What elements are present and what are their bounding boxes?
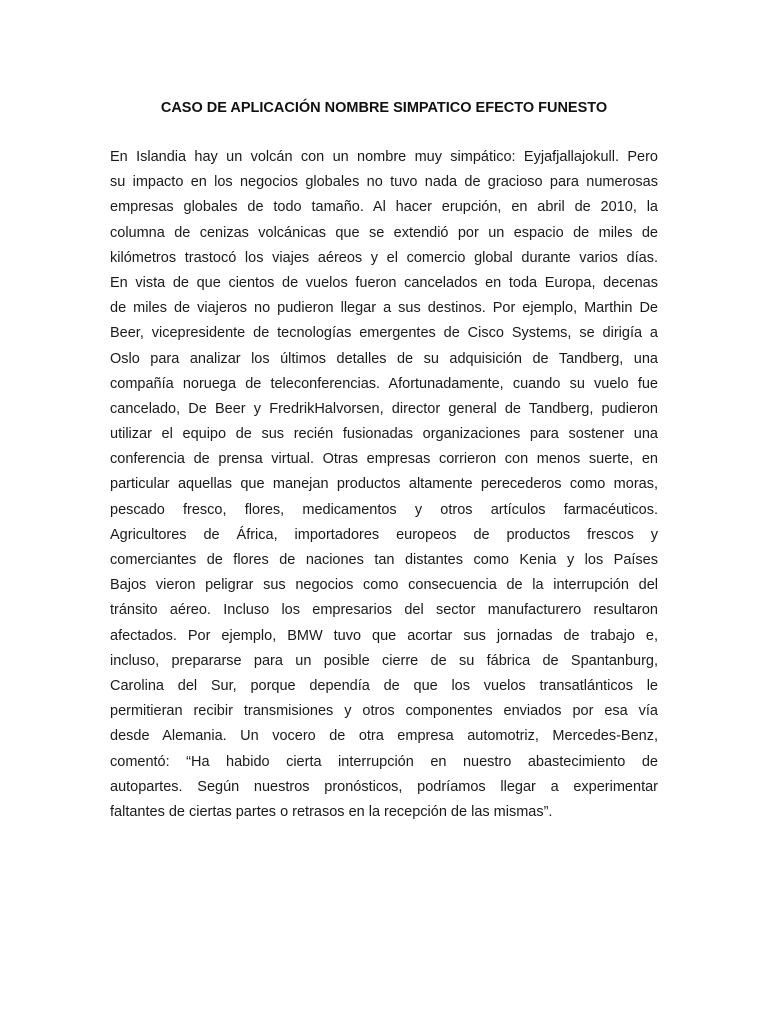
body-line: faltantes de ciertas partes o retrasos en la recepción de las mismas”. xyxy=(110,803,553,820)
body-line: cancelado, De Beer y FredrikHalvorsen, director general de Tandberg, pudieron xyxy=(110,400,658,417)
body-line: columna de cenizas volcánicas que se extendió por un espacio de miles de xyxy=(110,224,658,241)
body-line: comentó: “Ha habido cierta interrupción en nuestro abastecimiento de xyxy=(110,753,658,770)
body-line: permitieran recibir transmisiones y otros componentes enviados por esa vía xyxy=(110,703,658,720)
body-line: su impacto en los negocios globales no tuvo nada de gracioso para numerosas xyxy=(110,174,658,191)
body-line: conferencia de prensa virtual. Otras empresas corrieron con menos suerte, en xyxy=(110,451,658,468)
body-line: Agricultores de África, importadores europeos de productos frescos y xyxy=(110,526,658,543)
body-line: afectados. Por ejemplo, BMW tuvo que acortar sus jornadas de trabajo e, xyxy=(110,627,658,644)
body-line: Oslo para analizar los últimos detalles de su adquisición de Tandberg, una xyxy=(110,350,658,367)
body-line: desde Alemania. Un vocero de otra empresa automotriz, Mercedes-Benz, xyxy=(110,728,658,745)
body-line: Beer, vicepresidente de tecnologías emergentes de Cisco Systems, se dirigía a xyxy=(110,325,658,342)
body-line: particular aquellas que manejan productos altamente perecederos como moras, xyxy=(110,476,658,493)
body-line: comerciantes de flores de naciones tan distantes como Kenia y los Países xyxy=(110,552,658,568)
document-title: CASO DE APLICACIÓN NOMBRE SIMPATICO EFECTO FUNESTO xyxy=(160,100,608,116)
document-body xyxy=(110,145,658,825)
body-line: compañía noruega de teleconferencias. Afortunadamente, cuando su vuelo fue xyxy=(110,375,658,392)
body-line: de miles de viajeros no pudieron llegar a sus destinos. Por ejemplo, Marthin De xyxy=(110,300,658,317)
body-line: utilizar el equipo de sus recién fusionadas organizaciones para sostener una xyxy=(110,426,658,443)
body-line: En Islandia hay un volcán con un nombre muy simpático: Eyjafjallajokull. Pero xyxy=(110,149,658,165)
body-line: Bajos vieron peligrar sus negocios como consecuencia de la interrupción del xyxy=(110,577,658,594)
body-line: autopartes. Según nuestros pronósticos, podríamos llegar a experimentar xyxy=(110,778,658,795)
body-line: incluso, prepararse para un posible cierre de su fábrica de Spantanburg, xyxy=(110,652,658,669)
body-line: empresas globales de todo tamaño. Al hacer erupción, en abril de 2010, la xyxy=(110,199,658,216)
body-line: tránsito aéreo. Incluso los empresarios del sector manufacturero resultaron xyxy=(110,602,658,619)
body-line: Carolina del Sur, porque dependía de que los vuelos transatlánticos le xyxy=(110,677,658,694)
body-line: pescado fresco, flores, medicamentos y otros artículos farmacéuticos. xyxy=(110,501,658,518)
body-line: En vista de que cientos de vuelos fueron cancelados en toda Europa, decenas xyxy=(110,274,658,291)
body-line: kilómetros trastocó los viajes aéreos y el comercio global durante varios días. xyxy=(110,249,658,266)
